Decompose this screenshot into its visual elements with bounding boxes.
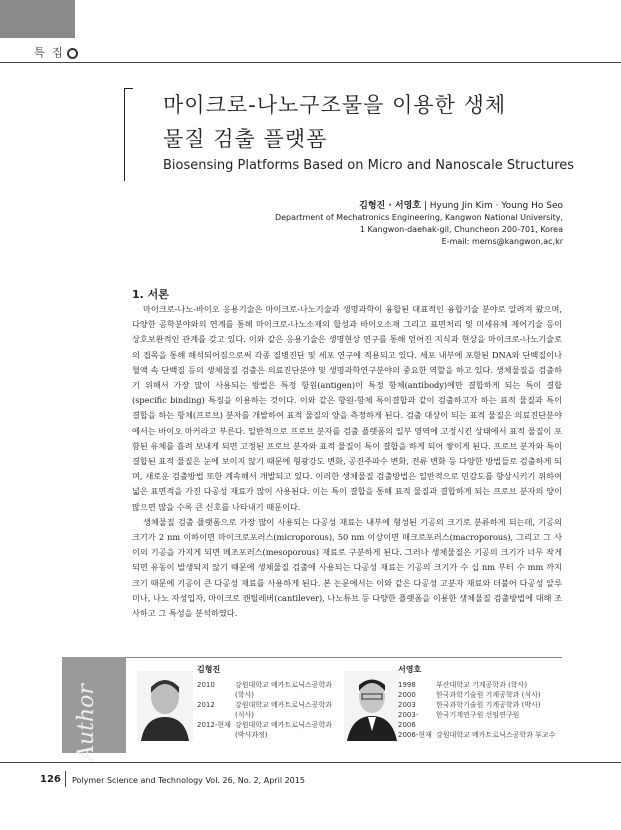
paragraph: 마이크로-나노-바이오 응용기술은 마이크로-나노기술과 생명과학이 융합된 대표적인 융합기술 분야로 알려져 왔으며, 다양한 공학분야와의 연계를 통해 마이크로-나노소재의 합성과 바이오소재 그리고 표면처리 및 미세유체 제어기술 등이 상호보완적인 관계를 갖고 있다. 이와 같은 응용기술은 생명현상 연구를 통해 얻어진 지식과 현상을 마이크로-나노기술로의 접목을 통해 해석되어짐으로써 각종 질병진단 및 세포 연구에 적용되고 있다. 세포 내부에 포함된 DNA와 단백질이나 혈액 속 단백질 등의 생체물질 검출은 의료진단분야 및 생명과학연구분야의 중요한 역할을 하고 있다. 생체물질을 검출하기 위해서 가장 많이 사용되는 방법은 특정 항원(antigen)이 특정 항체(antibody)에만 결합하게 되는 특이 결합(specific binding) 특징을 이용하는 것이다. 이와 같은 항원-항체 특이결합과 같이 검출하고자 하는 표적 물질과 특이 결합을 하는 항체(프로브) 분자를 개발하여 표적 물질의 양을 측정하게 된다. 검출 대상이 되는 표적 물질은 의료진단분야에서는 바이오 마커라고 부른다. 일반적으로 프로브 분자를 검출 플랫폼의 일부 영역에 고정시킨 상태에서 표적 물질이 포함된 유체를 흘려 보내게 되면 고정된 프로브 분자와 표적 물질이 특이 결합을 하게 되어 쌓이게 된다. 프로브 분자와 특이 결합된 표적 물질은 눈에 보이지 않기 때문에 형광강도 변화, 공진주파수 변화, 전류 변화 등 다양한 방법들로 검출하게 되며, 새로운 검출방법 또한 계속해서 개발되고 있다. 이러한 생체물질 검출방법은 일반적으로 민감도를 향상시키기 위하여 넓은 표면적을 가진 다공성 재료가 많이 사용된다. 이는 특이 결합을 통해 표적 물질과 결합하게 되는 프로브 분자의 양이 많으면 많을 수록 큰 신호를 나타내기 때문이다. [132, 304, 562, 512]
career-row: 2010 강원대학교 메카트로닉스공학과 (학사) [197, 681, 332, 699]
career-row: 2000 한국과학기술원 기계공학과 (석사) [398, 691, 541, 699]
paragraph: 생체물질 검출 플랫폼으로 가장 많이 사용되는 다공성 재료는 내부에 형성된 기공의 크기로 분류하게 되는데, 기공의 크기가 2 nm 이하이면 마이크로포러스(microporous), 50 nm 이상이면 매크로포러스(macroporous), 그리고 그 사이의 기공을 가지게 되면 메조포러스(mesoporous) 재료로 구분하게 된다. 그러나 생체물질은 기공의 크기가 너무 작게 되면 유동이 발생되지 않기 때문에 생체물질 검출에 사용되는 다공성 재료는 기공의 크기가 수 십 nm 부터 수 mm 까지 크기 때문에 기공이 큰 다공성 재료를 사용하게 된다. 본 논문에서는 이와 같은 다공성 고분자 재료와 더불어 다공성 알루미나, 나노 자성입자, 마이크로 캔틸레버(cantilever), 나노튜브 등 다양한 플랫폼을 이용한 생체물질 검출방법에 대해 조사하고 그 특성을 분석하였다. [132, 516, 562, 619]
page-number: 126 [40, 774, 61, 785]
circle-icon [67, 48, 78, 59]
title-line-1: 마이크로-나노구조물을 이용한 생체 [163, 93, 507, 117]
author-2-name: 서영호 [398, 665, 422, 674]
footer-rule [0, 762, 621, 763]
email: E-mail: mems@kangwon,ac,kr [441, 237, 563, 246]
section-tab-block [0, 0, 75, 38]
person-icon [137, 671, 193, 741]
author-line: 김형진 · 서영호 | Hyung Jin Kim · Young Ho Seo [359, 201, 563, 211]
section-label [34, 44, 78, 60]
title-bracket [124, 88, 133, 181]
footer-separator [65, 771, 66, 787]
author-1-name: 김형진 [197, 665, 221, 674]
author-photo-1 [137, 671, 193, 741]
section-label-text: 특 집 [34, 46, 65, 59]
career-row: 2003 한국과학기술원 기계공학과 (박사) [398, 701, 541, 709]
journal-info: Polymer Science and Technology Vol. 26, No. 2, April 2015 [72, 776, 305, 785]
career-row: 2012 강원대학교 메카트로닉스공학과 (석사) [197, 701, 332, 719]
article-title-english: Biosensing Platforms Based on Micro and Nanoscale Structures [163, 158, 575, 173]
author-1-career [197, 680, 337, 740]
authors-english: Hyung Jin Kim · Young Ho Seo [429, 201, 563, 211]
affiliation-line-1: Department of Mechatronics Engineering, Kangwon National University, [274, 213, 563, 222]
title-line-2: 물질 검출 플랫폼 [163, 127, 328, 151]
career-row: 2003-2006 한국기계연구원 선임연구원 [398, 711, 520, 729]
authors-korean: 김형진 · 서영호 [359, 201, 421, 211]
career-row: 2006-현재 강원대학교 메카트로닉스공학과 부교수 [398, 731, 556, 739]
affiliation-line-2: 1 Kangwon-daehak-gil, Chuncheon 200-701, Korea [359, 225, 563, 234]
article-title-korean [163, 88, 583, 156]
person-icon [344, 671, 400, 741]
section-heading: 1. 서론 [132, 288, 169, 301]
affiliation [275, 212, 563, 248]
author-photo-2 [344, 671, 400, 741]
author-label: Author [73, 684, 99, 761]
career-row: 1998 부산대학교 기계공학과 (학사) [398, 681, 528, 689]
header-rule [0, 62, 621, 63]
author-2-career [398, 680, 558, 740]
body-text [132, 302, 562, 621]
career-row: 2012-현재 강원대학교 메카트로닉스공학과 (박사과정) [197, 721, 332, 739]
